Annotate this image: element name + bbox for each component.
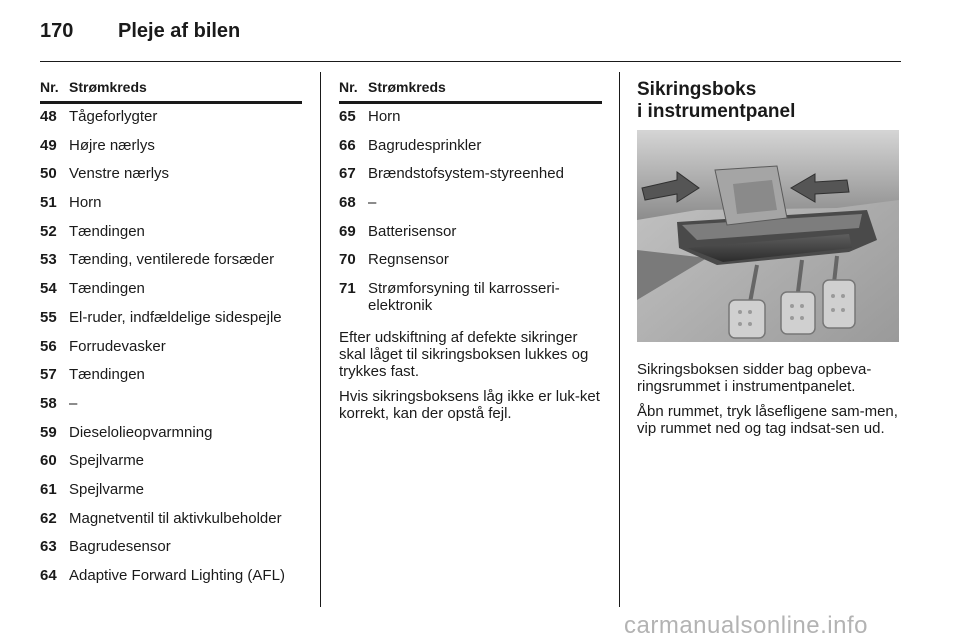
table-row	[40, 194, 302, 211]
fuse-number: 58	[40, 394, 57, 412]
fuse-number: 69	[339, 222, 356, 240]
fuse-circuit: –	[368, 194, 377, 212]
fuse-number: 63	[40, 538, 57, 556]
fuse-circuit: Forrudevasker	[69, 337, 166, 355]
table-row	[339, 280, 602, 314]
table-row	[40, 366, 302, 383]
fuse-circuit: Tændingen	[69, 280, 145, 298]
fusebox-instructions	[637, 361, 907, 445]
fuse-number: 62	[40, 509, 57, 527]
fuse-circuit: –	[69, 394, 78, 412]
watermark: carmanualsonline.info	[624, 612, 868, 639]
paragraph-lid-warning: Hvis sikringsboksens låg ikke er luk-ket korrekt, kan der opstå fejl.	[339, 388, 600, 423]
table-row	[40, 165, 302, 182]
fuse-number: 71	[339, 280, 356, 298]
fuse-circuit: Bagrudesprinkler	[368, 136, 482, 154]
table-row	[40, 481, 302, 498]
fuse-number: 48	[40, 108, 57, 125]
fuse-circuit: Regnsensor	[368, 251, 449, 269]
column-divider-2	[619, 72, 620, 607]
fuse-circuit: Venstre nærlys	[69, 165, 170, 183]
table-row	[339, 223, 602, 240]
fuse-circuit: Batterisensor	[368, 222, 457, 240]
fuse-circuit: Strømforsyning til karrosseri-elektronik	[368, 280, 560, 315]
fuse-circuit: Højre nærlys	[69, 136, 155, 154]
table-row	[40, 223, 302, 240]
fuse-number: 49	[40, 136, 57, 154]
page-title: Pleje af bilen	[118, 20, 241, 42]
fuse-number: 59	[40, 423, 57, 441]
table-row	[339, 165, 602, 182]
table-row	[339, 108, 602, 125]
table-header-rule	[40, 101, 302, 104]
fuse-table-2	[339, 79, 602, 430]
fuse-circuit: Spejlvarme	[69, 452, 145, 470]
fuse-circuit: Magnetventil til aktivkulbeholder	[69, 509, 282, 527]
section-title-line2: i instrumentpanel	[637, 101, 796, 122]
table-row	[40, 280, 302, 297]
table-row	[40, 338, 302, 355]
fuse-number: 53	[40, 251, 57, 269]
column-divider-1	[320, 72, 321, 607]
paragraph-location: Sikringsboksen sidder bag opbeva-ringsrummet i instrumentpanelet.	[637, 361, 872, 395]
fuse-circuit: Bagrudesensor	[69, 538, 171, 556]
table-row	[40, 424, 302, 441]
fuse-circuit: Horn	[69, 194, 102, 212]
table-header-rule	[339, 101, 602, 104]
fuse-circuit: Brændstofsystem-styreenhed	[368, 165, 564, 183]
fuse-circuit: El-ruder, indfældelige sidespejle	[69, 308, 282, 326]
fuse-circuit: Tågeforlygter	[69, 108, 158, 125]
fuse-number: 55	[40, 308, 57, 326]
table-row	[40, 395, 302, 412]
fuse-circuit: Adaptive Forward Lighting (AFL)	[69, 567, 285, 584]
fuse-circuit: Tændingen	[69, 222, 145, 240]
header-rule	[40, 61, 901, 62]
fuse-number: 52	[40, 222, 57, 240]
col-header-nr: Nr.	[40, 79, 59, 95]
paragraph-open-steps: Åbn rummet, tryk låsefligene sam-men, vip rummet ned og tag indsat-sen ud.	[637, 403, 898, 437]
section-title-line1: Sikringsboks	[637, 79, 757, 100]
col-header-circuit: Strømkreds	[368, 79, 446, 95]
table-row	[40, 137, 302, 154]
fuse-number: 61	[40, 480, 57, 498]
table-row	[40, 567, 302, 584]
fuse-circuit: Dieselolieopvarmning	[69, 423, 213, 441]
fuse-circuit: Spejlvarme	[69, 480, 145, 498]
fuse-table-1	[40, 79, 302, 584]
table-row	[40, 251, 302, 268]
fuse-number: 50	[40, 165, 57, 183]
table-row	[40, 452, 302, 469]
page-number: 170	[40, 20, 74, 42]
fuse-number: 51	[40, 194, 57, 212]
table-row	[339, 251, 602, 268]
fusebox-illustration	[637, 130, 899, 342]
fuse-number: 66	[339, 136, 356, 154]
table-row	[40, 510, 302, 527]
table-row	[40, 538, 302, 555]
fuse-number: 60	[40, 452, 57, 470]
table-row	[339, 137, 602, 154]
fuse-number: 54	[40, 280, 57, 298]
col-header-nr: Nr.	[339, 79, 358, 95]
fuse-number: 65	[339, 108, 356, 125]
paragraph-close-lid: Efter udskiftning af defekte sikringer skal låget til sikringsboksen lukkes og trykkes fast.	[339, 329, 589, 381]
fuse-circuit: Tænding, ventilerede forsæder	[69, 251, 275, 269]
fuse-circuit: Horn	[368, 108, 401, 125]
fuse-number: 70	[339, 251, 356, 269]
fuse-number: 68	[339, 194, 356, 212]
table-row	[339, 194, 602, 211]
table-row	[40, 309, 302, 326]
fuse-number: 57	[40, 366, 57, 384]
fuse-number: 67	[339, 165, 356, 183]
fuse-number: 56	[40, 337, 57, 355]
fuse-number: 64	[40, 567, 57, 584]
section-fusebox-instrument-panel	[637, 79, 902, 123]
table-row	[40, 108, 302, 125]
col-header-circuit: Strømkreds	[69, 79, 147, 95]
fuse-circuit: Tændingen	[69, 366, 145, 384]
